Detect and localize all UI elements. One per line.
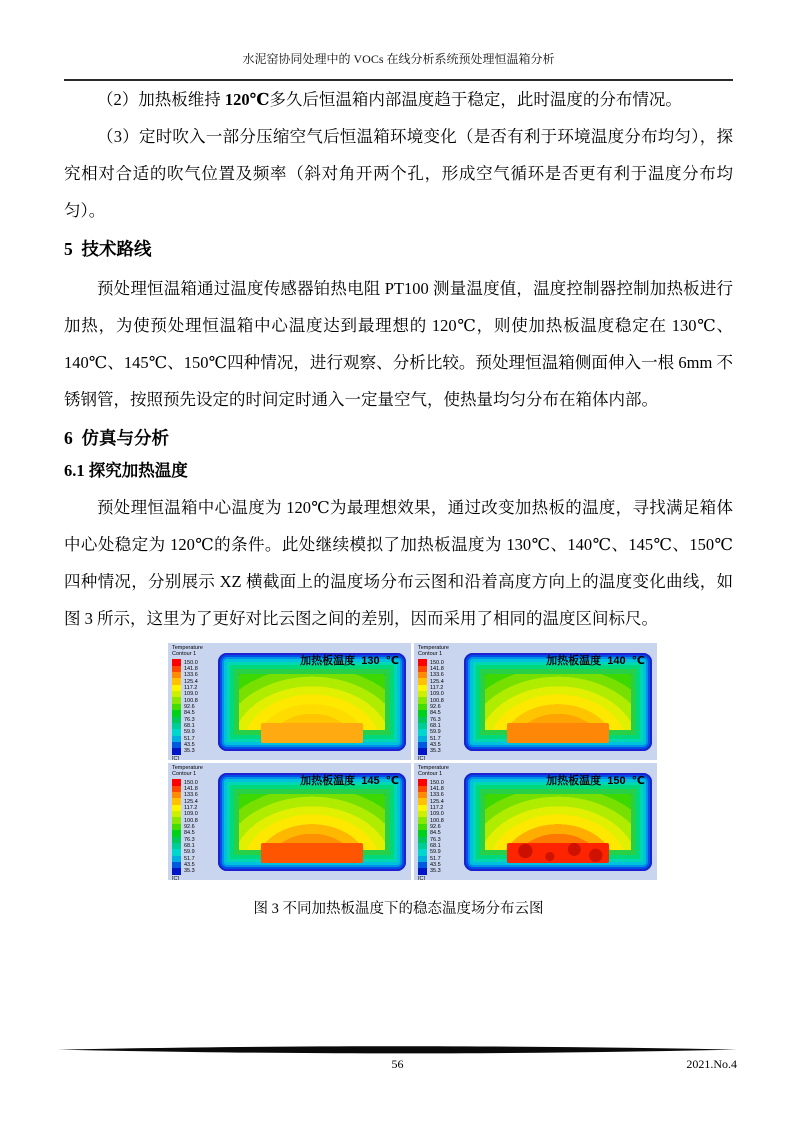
footer-text-row (58, 1056, 737, 1072)
colorbar-tick-label: 43.5 (184, 862, 195, 869)
colorbar-tick-label: 35.3 (430, 748, 441, 755)
colorbar-tick-label: 92.6 (430, 823, 441, 830)
legend-unit-label: [C] (172, 755, 180, 760)
colorbar-tick-label: 117.2 (430, 804, 444, 811)
colorbar-tick-label: 51.7 (430, 735, 441, 742)
colorbar-tick-label: 125.4 (184, 798, 198, 805)
colorbar-tick (172, 868, 218, 874)
paragraph-2-bold-temp: 120℃ (224, 90, 270, 109)
colorbar (172, 659, 218, 754)
heating-plate (507, 843, 609, 864)
colorbar-tick-label: 43.5 (430, 862, 441, 869)
colorbar-tick-label: 141.8 (184, 665, 198, 672)
legend-title-line2: Contour 1 (172, 771, 197, 778)
section-6-1-body: 预处理恒温箱中心温度为 120℃为最理想效果，通过改变加热板的温度，寻找满足箱体中心处稳定为 120℃的条件。此处继续模拟了加热板温度为 130℃、140℃、145℃、150℃四种情况，分别展示 XZ 横截面上的温度场分布云图和沿着高度方向上的温度变化曲线，如图 3 所示，这里为了更好对比云图之间的差别，因而采用了相同的温度区间标尺。 (64, 498, 733, 628)
colorbar-tick-label: 150.0 (430, 779, 444, 786)
section-6-heading: 6 仿真与分析 (64, 428, 169, 448)
colorbar-tick-label: 76.3 (184, 836, 195, 843)
page-number: 56 (391, 1057, 404, 1071)
paragraph-2-text-cont: 多久后恒温箱内部温度趋于稳定，此时温度的分布情况。 (269, 90, 682, 109)
legend-title-line2: Contour 1 (418, 771, 443, 778)
colorbar-tick-label: 150.0 (184, 659, 198, 666)
heating-plate (507, 723, 609, 744)
colorbar-tick-label: 35.3 (430, 868, 441, 875)
subplot-title: 加热板温度 140 ℃ (546, 655, 645, 667)
page-header (64, 50, 733, 81)
colorbar-tick-label: 92.6 (184, 823, 195, 830)
legend-title-line1: Temperature (172, 765, 203, 771)
colorbar-tick-label: 76.3 (430, 716, 441, 723)
colorbar-tick-label: 100.8 (430, 817, 444, 824)
paragraph-3: （3）定时吹入一部分压缩空气后恒温箱环境变化（是否有利于环境温度分布均匀），探究相对合适的吹气位置及频率（斜对角开两个孔，形成空气循环是否更有利于温度分布均匀）。 (64, 127, 733, 220)
legend-unit-label: [C] (418, 755, 426, 760)
heating-plate (261, 843, 363, 864)
colorbar-tick (172, 748, 218, 754)
colorbar-tick-label: 141.8 (430, 785, 444, 792)
colorbar-tick-label: 125.4 (430, 678, 444, 685)
colorbar-tick-label: 117.2 (184, 804, 198, 811)
contour-subplot (168, 643, 411, 760)
colorbar-tick-label: 59.9 (184, 729, 195, 736)
colorbar-tick-label: 35.3 (184, 868, 195, 875)
colorbar-tick-label: 84.5 (430, 710, 441, 717)
issue-label: 2021.No.4 (686, 1057, 737, 1071)
contour-grid (168, 643, 657, 880)
colorbar-legend (418, 765, 464, 878)
colorbar-tick-label: 84.5 (184, 710, 195, 717)
legend-title-line1: Temperature (418, 765, 449, 771)
contour-subplot (168, 763, 411, 880)
colorbar-tick-label: 133.6 (430, 672, 444, 679)
colorbar-tick-label: 117.2 (184, 684, 198, 691)
paragraph-2-text: （2）加热板维持 (97, 90, 225, 109)
heating-plate (261, 723, 363, 744)
colorbar-tick-label: 51.7 (184, 855, 195, 862)
colorbar-legend (418, 645, 464, 758)
contour-subplot (414, 763, 657, 880)
colorbar-tick-label: 59.9 (430, 729, 441, 736)
colorbar-tick-label: 141.8 (184, 785, 198, 792)
colorbar-tick-label: 150.0 (184, 779, 198, 786)
colorbar-tick-label: 109.0 (430, 691, 444, 698)
section-6-1-heading: 6.1 探究加热温度 (64, 461, 188, 480)
colorbar-tick-label: 43.5 (430, 742, 441, 749)
colorbar-swatch (172, 868, 181, 874)
colorbar-tick-label: 133.6 (184, 792, 198, 799)
colorbar-tick-label: 133.6 (430, 792, 444, 799)
colorbar-tick (418, 748, 464, 754)
subplot-title: 加热板温度 130 ℃ (300, 655, 399, 667)
colorbar-swatch (172, 748, 181, 754)
colorbar (418, 659, 464, 754)
colorbar (172, 779, 218, 874)
legend-title-line2: Contour 1 (418, 651, 443, 658)
colorbar-tick-label: 133.6 (184, 672, 198, 679)
colorbar-tick-label: 76.3 (430, 836, 441, 843)
running-head-title: 水泥窑协同处理中的 VOCs 在线分析系统预处理恒温箱分析 (242, 52, 555, 66)
colorbar-tick-label: 92.6 (184, 703, 195, 710)
colorbar-tick-label: 51.7 (184, 735, 195, 742)
colorbar-tick-label: 84.5 (430, 830, 441, 837)
subplot-title: 加热板温度 145 ℃ (300, 775, 399, 787)
page-footer (58, 1046, 737, 1072)
legend-unit-label: [C] (172, 875, 180, 880)
paragraph-2 (64, 81, 733, 118)
colorbar-tick-label: 68.1 (430, 723, 441, 730)
legend-unit-label: [C] (418, 875, 426, 880)
colorbar-tick-label: 59.9 (184, 849, 195, 856)
legend-title-line1: Temperature (172, 645, 203, 651)
colorbar-tick (418, 868, 464, 874)
colorbar-tick-label: 117.2 (430, 684, 444, 691)
section-5-body: 预处理恒温箱通过温度传感器铂热电阻 PT100 测量温度值，温度控制器控制加热板进行加热，为使预处理恒温箱中心温度达到最理想的 120℃，则使加热板温度稳定在 130℃、140℃、145℃、150℃四种情况，进行观察、分析比较。预处理恒温箱侧面伸入一根 6mm 不锈钢管，按照预先设定的时间定时通入一定量空气，使热量均匀分布在箱体内部。 (64, 279, 733, 409)
colorbar-tick-label: 68.1 (184, 723, 195, 730)
colorbar-tick-label: 109.0 (184, 691, 198, 698)
legend-title-line2: Contour 1 (172, 651, 197, 658)
colorbar-swatch (418, 868, 427, 874)
colorbar-tick-label: 100.8 (430, 697, 444, 704)
colorbar-tick-label: 100.8 (184, 817, 198, 824)
legend-title-line1: Temperature (418, 645, 449, 651)
colorbar-tick-label: 125.4 (184, 678, 198, 685)
colorbar-tick-label: 141.8 (430, 665, 444, 672)
colorbar-legend (172, 645, 218, 758)
colorbar-tick-label: 109.0 (184, 811, 198, 818)
colorbar-legend (172, 765, 218, 878)
colorbar-tick-label: 125.4 (430, 798, 444, 805)
colorbar-tick-label: 59.9 (430, 849, 441, 856)
colorbar-tick-label: 100.8 (184, 697, 198, 704)
figure-3 (64, 643, 733, 918)
colorbar-tick-label: 150.0 (430, 659, 444, 666)
contour-subplot (414, 643, 657, 760)
colorbar-tick-label: 51.7 (430, 855, 441, 862)
colorbar (418, 779, 464, 874)
colorbar-tick-label: 68.1 (430, 843, 441, 850)
footer-divider-bar (58, 1046, 737, 1054)
colorbar-tick-label: 109.0 (430, 811, 444, 818)
colorbar-tick-label: 92.6 (430, 703, 441, 710)
colorbar-tick-label: 68.1 (184, 843, 195, 850)
colorbar-tick-label: 43.5 (184, 742, 195, 749)
colorbar-swatch (418, 748, 427, 754)
colorbar-tick-label: 76.3 (184, 716, 195, 723)
colorbar-tick-label: 35.3 (184, 748, 195, 755)
figure-3-caption: 图 3 不同加热板温度下的稳态温度场分布云图 (253, 901, 544, 917)
section-5-heading: 5 技术路线 (64, 239, 152, 259)
subplot-title: 加热板温度 150 ℃ (546, 775, 645, 787)
colorbar-tick-label: 84.5 (184, 830, 195, 837)
